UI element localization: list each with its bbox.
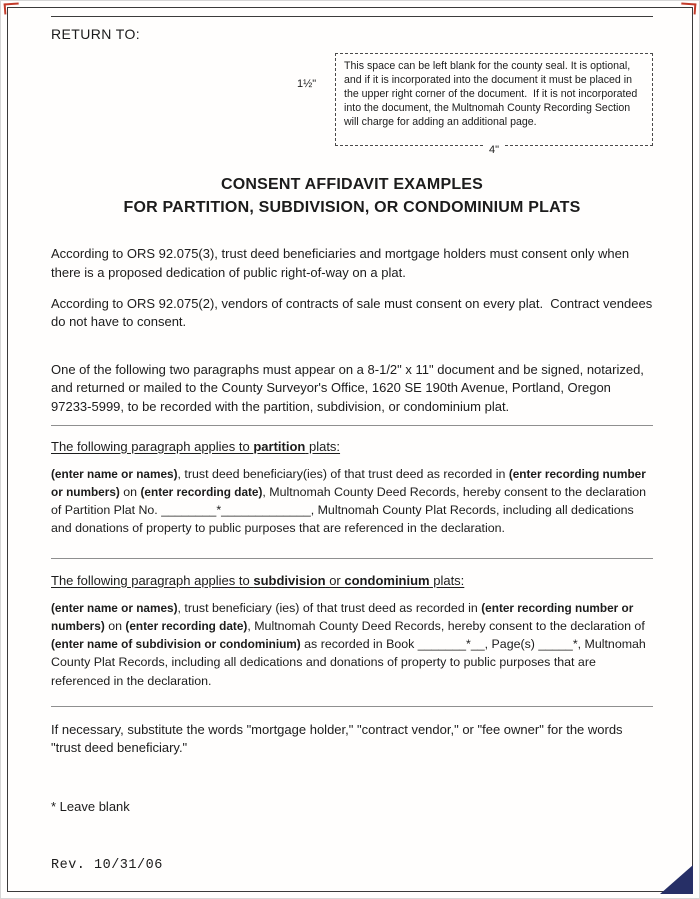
paragraph-ors-92-075-2: According to ORS 92.075(2), vendors of contracts of sale must consent on every plat. Contract vendees do not have to consent. [51, 295, 656, 329]
partition-heading: The following paragraph applies to partition plats: [51, 438, 341, 454]
page-content [51, 16, 656, 874]
subdivision-consent-paragraph: (enter name or names), trust beneficiary (ies) of that trust deed as recorded in (enter recording number or numbers) on (enter recording date), Multnomah County Deed Records, hereby consent to the declaration of (enter name of subdivision or condominium) as recorded in Book _______*__, Page(s) _____*, Multnomah County Plat Records, including all dedications and donations of property to public purposes that are referenced in the declaration. [51, 600, 650, 688]
section-divider-1 [51, 425, 653, 426]
leave-blank-note: * Leave blank [51, 799, 130, 815]
seal-height-label: 1½" [297, 78, 317, 90]
seal-width-label: 4" [484, 144, 504, 156]
subdivision-heading: The following paragraph applies to subdivision or condominium plats: [51, 572, 465, 588]
seal-box-text: This space can be left blank for the county seal. It is optional, and if it is incorporated into the document it must be placed in the upper right corner of the document. If it is not incorporated into the document, the Multnomah County Recording Section will charge for adding an additional page. [344, 60, 641, 129]
top-rule [51, 16, 653, 17]
section-divider-2 [51, 558, 653, 559]
partition-consent-paragraph: (enter name or names), trust deed beneficiary(ies) of that trust deed as recorded in (enter recording number or numbers) on (enter recording date), Multnomah County Deed Records, hereby consent to the declaration of Partition Plat No. ________*_____________, Multnomah County Plat Records, including all dedications and donations of property to public purposes that are referenced in the declaration. [51, 466, 650, 536]
title-line-2: FOR PARTITION, SUBDIVISION, OR CONDOMINIUM PLATS [123, 198, 581, 216]
corner-fold-mark [660, 865, 693, 894]
county-seal-box [335, 53, 653, 146]
document-title [51, 174, 653, 219]
return-to-label: RETURN TO: [51, 26, 141, 42]
title-line-1: CONSENT AFFIDAVIT EXAMPLES [220, 176, 484, 193]
revision-date: Rev. 10/31/06 [51, 858, 163, 874]
paragraph-instructions: One of the following two paragraphs must appear on a 8-1/2" x 11" document and be signed, notarized, and returned or mailed to the County Surveyor's Office, 1620 SE 190th Avenue, Portland, Oregon 97233-5999, to be recorded with the partition, subdivision, or condominium plat. [51, 362, 648, 414]
scan-mark-top-right-icon [681, 2, 697, 14]
scan-mark-top-left-icon [4, 2, 20, 14]
paragraph-ors-92-075-3: According to ORS 92.075(3), trust deed beneficiaries and mortgage holders must consent only when there is a proposed dedication of public right-of-way on a plat. [51, 246, 633, 280]
section-divider-3 [51, 706, 653, 707]
seal-area [51, 42, 653, 164]
substitute-words-paragraph: If necessary, substitute the words "mortgage holder," "contract vendor," or "fee owner" for the words "trust deed beneficiary." [51, 721, 627, 755]
